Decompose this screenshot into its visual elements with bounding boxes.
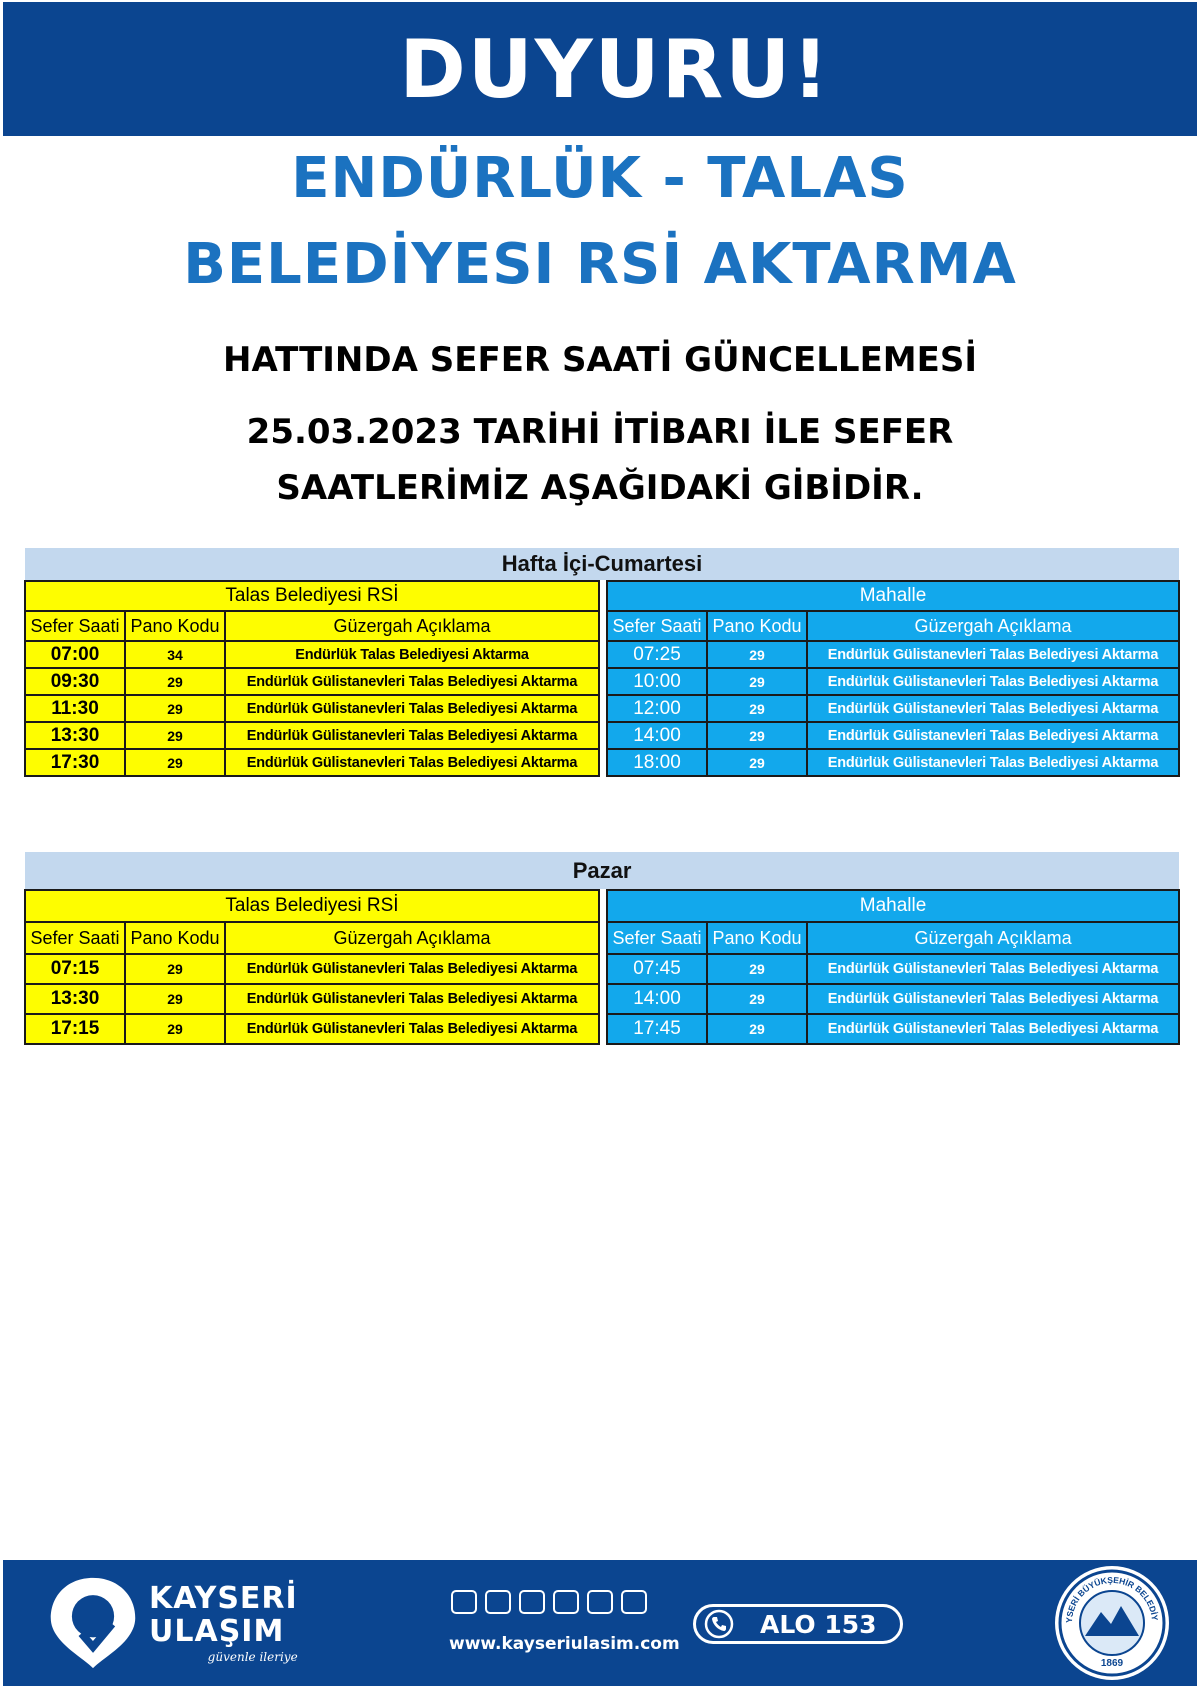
schedule-row [25,668,1179,695]
panel-code: 29 [707,984,807,1014]
route-description: Endürlük Gülistanevleri Talas Belediyesi Aktarma [807,954,1179,984]
panel-code: 29 [707,1014,807,1044]
route-description: Endürlük Gülistanevleri Talas Belediyesi Aktarma [225,984,599,1014]
column-header-code: Pano Kodu [707,922,807,954]
weekday-label: Hafta İçi-Cumartesi [25,548,1179,581]
bicycle-icon [587,1590,613,1614]
departure-time: 11:30 [25,695,125,722]
schedule-row [25,695,1179,722]
announcement-title: DUYURU! [399,22,831,116]
website-link[interactable]: www.kayseriulasim.com [449,1634,680,1654]
departure-time: 10:00 [607,668,707,695]
route-description: Endürlük Gülistanevleri Talas Belediyesi Aktarma [807,1014,1179,1044]
route-description: Endürlük Gülistanevleri Talas Belediyesi Aktarma [225,695,599,722]
card-icon [621,1590,647,1614]
panel-code: 29 [125,984,225,1014]
panel-code: 29 [125,722,225,749]
departure-time: 17:45 [607,1014,707,1044]
route-description: Endürlük Gülistanevleri Talas Belediyesi Aktarma [807,695,1179,722]
departure-time: 12:00 [607,695,707,722]
column-header-code: Pano Kodu [707,611,807,641]
departure-time: 18:00 [607,749,707,776]
departure-time: 14:00 [607,984,707,1014]
schedule-row [25,641,1179,668]
route-description: Endürlük Gülistanevleri Talas Belediyesi Aktarma [225,668,599,695]
left-group-header: Talas Belediyesi RSİ [25,890,599,922]
header-banner [3,2,1197,136]
column-header-route: Güzergah Açıklama [807,611,1179,641]
schedule-row [25,984,1179,1014]
route-description: Endürlük Gülistanevleri Talas Belediyesi Aktarma [225,722,599,749]
tram-icon [451,1590,477,1614]
route-description: Endürlük Gülistanevleri Talas Belediyesi Aktarma [225,1014,599,1044]
logo-tagline: güvenle ileriye [207,1650,298,1664]
departure-time: 17:15 [25,1014,125,1044]
panel-code: 29 [125,749,225,776]
panel-code: 29 [707,954,807,984]
column-header-route: Güzergah Açıklama [225,611,599,641]
logo-line-2: ULAŞIM [149,1614,285,1649]
route-description: Endürlük Gülistanevleri Talas Belediyesi Aktarma [807,722,1179,749]
panel-code: 29 [125,695,225,722]
departure-time: 07:00 [25,641,125,668]
panel-code: 34 [125,641,225,668]
municipality-seal [1055,1566,1169,1680]
panel-code: 29 [125,1014,225,1044]
column-header-route: Güzergah Açıklama [807,922,1179,954]
schedule-row [25,954,1179,984]
schedule-row [25,1014,1179,1044]
schedule-row [25,722,1179,749]
panel-code: 29 [125,668,225,695]
column-header-code: Pano Kodu [125,611,225,641]
hotline-text: ALO 153 [760,1609,877,1639]
headline-line-1: ENDÜRLÜK - TALAS [291,146,909,211]
departure-time: 13:30 [25,984,125,1014]
departure-time: 07:25 [607,641,707,668]
departure-time: 07:45 [607,954,707,984]
column-header-route: Güzergah Açıklama [225,922,599,954]
route-description: Endürlük Gülistanevleri Talas Belediyesi Aktarma [807,984,1179,1014]
panel-code: 29 [707,641,807,668]
right-group-header: Mahalle [607,890,1179,922]
schedule-row [25,749,1179,776]
transport-icons [451,1590,647,1614]
seal-year: 1869 [1100,1658,1124,1669]
column-header-code: Pano Kodu [125,922,225,954]
departure-time: 14:00 [607,722,707,749]
headline-line-5: SAATLERİMİZ AŞAĞIDAKİ GİBİDİR. [276,468,924,508]
right-group-header: Mahalle [607,581,1179,611]
sunday-label: Pazar [25,852,1179,890]
weekday-schedule-table [24,548,1180,777]
sunday-schedule-table [24,852,1180,1045]
footer-banner [3,1560,1197,1686]
left-group-header: Talas Belediyesi RSİ [25,581,599,611]
panel-code: 29 [707,722,807,749]
headline-line-4: 25.03.2023 TARİHİ İTİBARI İLE SEFER [246,412,954,452]
departure-time: 07:15 [25,954,125,984]
kayseri-ulasim-logo-icon [45,1574,141,1670]
panel-code: 29 [125,954,225,984]
minibus-icon [519,1590,545,1614]
column-header-time: Sefer Saati [607,611,707,641]
departure-time: 09:30 [25,668,125,695]
headline-line-2: BELEDİYESI RSİ AKTARMA [183,232,1017,297]
seal-text: YSERİ BÜYÜKŞEHİR BELEDİY [1063,1574,1160,1624]
bus-icon [485,1590,511,1614]
column-header-time: Sefer Saati [607,922,707,954]
route-description: Endürlük Gülistanevleri Talas Belediyesi Aktarma [225,954,599,984]
route-description: Endürlük Gülistanevleri Talas Belediyesi Aktarma [225,749,599,776]
logo-line-1: KAYSERİ [149,1581,298,1616]
panel-code: 29 [707,749,807,776]
route-description: Endürlük Gülistanevleri Talas Belediyesi Aktarma [807,749,1179,776]
column-header-time: Sefer Saati [25,922,125,954]
phone-icon [704,1609,734,1639]
departure-time: 13:30 [25,722,125,749]
car-park-icon [553,1590,579,1614]
logo-wordmark [149,1582,298,1664]
route-description: Endürlük Gülistanevleri Talas Belediyesi Aktarma [807,641,1179,668]
route-description: Endürlük Gülistanevleri Talas Belediyesi Aktarma [807,668,1179,695]
headline-line-3: HATTINDA SEFER SAATİ GÜNCELLEMESİ [222,340,977,380]
route-description: Endürlük Talas Belediyesi Aktarma [225,641,599,668]
panel-code: 29 [707,695,807,722]
column-header-time: Sefer Saati [25,611,125,641]
panel-code: 29 [707,668,807,695]
departure-time: 17:30 [25,749,125,776]
hotline-badge[interactable] [693,1604,903,1644]
seal-emblem-icon [1055,1566,1169,1680]
